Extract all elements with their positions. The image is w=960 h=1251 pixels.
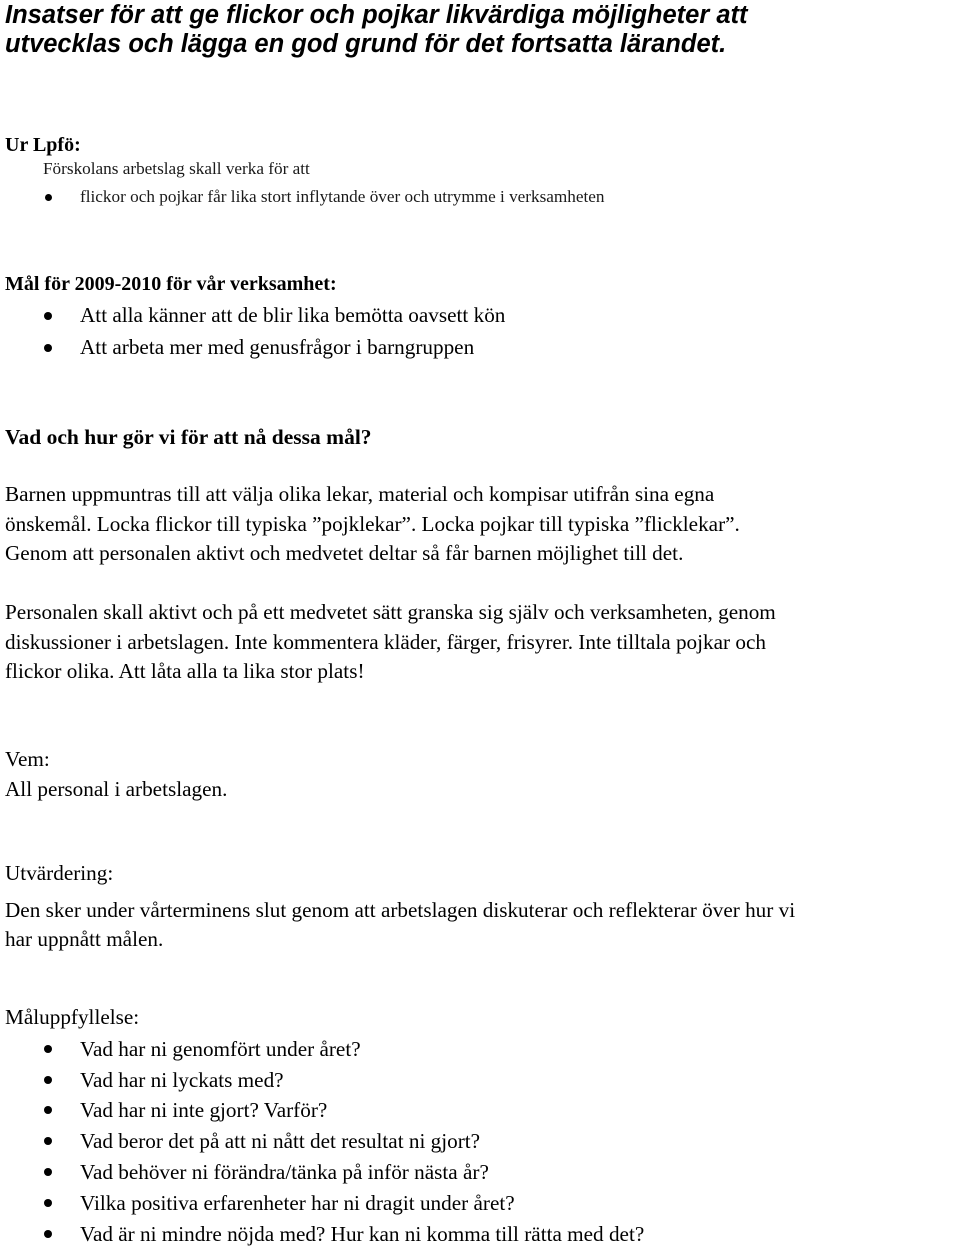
- bullet-icon: [44, 344, 52, 352]
- bullet-icon: [44, 1168, 52, 1176]
- how-para2-line-3: flickor olika. Att låta alla ta lika stor plats!: [5, 659, 365, 683]
- evaluation-line-1: Den sker under vårterminens slut genom att arbetslagen diskuterar och reflekterar över hur vi: [5, 898, 796, 922]
- how-para2-line-1: Personalen skall aktivt och på ett medvetet sätt granska sig själv och verksamheten, genom: [5, 600, 776, 624]
- evaluation-line-2: har uppnått målen.: [5, 927, 164, 951]
- bullet-icon: [44, 1045, 52, 1053]
- how-para1-line-1: Barnen uppmuntras till att välja olika lekar, material och kompisar utifrån sina egna: [5, 482, 715, 506]
- lpfo-bullet-item: flickor och pojkar får lika stort inflytande över och utrymme i verksamheten: [80, 187, 605, 206]
- fulfillment-item-4: Vad beror det på att ni nått det resultat ni gjort?: [80, 1129, 481, 1153]
- bullet-icon: [44, 312, 52, 320]
- how-heading: Vad och hur gör vi för att nå dessa mål?: [5, 425, 372, 449]
- bullet-icon: [45, 194, 52, 201]
- document-title-line-2: utvecklas och lägga en god grund för det fortsatta lärandet.: [5, 30, 727, 58]
- fulfillment-item-5: Vad behöver ni förändra/tänka på inför nästa år?: [80, 1160, 489, 1184]
- bullet-icon: [44, 1230, 52, 1238]
- bullet-icon: [44, 1199, 52, 1207]
- goals-item-2: Att arbeta mer med genusfrågor i barngruppen: [80, 335, 475, 359]
- fulfillment-heading: Måluppfyllelse:: [5, 1005, 140, 1029]
- how-para2-line-2: diskussioner i arbetslagen. Inte kommentera kläder, färger, frisyrer. Inte tilltala pojkar och: [5, 630, 766, 654]
- bullet-icon: [44, 1076, 52, 1084]
- fulfillment-item-3: Vad har ni inte gjort? Varför?: [80, 1098, 328, 1122]
- fulfillment-item-7: Vad är ni mindre nöjda med? Hur kan ni komma till rätta med det?: [80, 1222, 645, 1246]
- bullet-icon: [44, 1137, 52, 1145]
- fulfillment-item-6: Vilka positiva erfarenheter har ni dragit under året?: [80, 1191, 515, 1215]
- who-heading: Vem:: [5, 747, 50, 771]
- evaluation-heading: Utvärdering:: [5, 861, 114, 885]
- bullet-icon: [44, 1106, 52, 1114]
- lpfo-heading: Ur Lpfö:: [5, 134, 81, 156]
- lpfo-intro: Förskolans arbetslag skall verka för att: [43, 159, 310, 178]
- goals-heading: Mål för 2009-2010 för vår verksamhet:: [5, 273, 337, 295]
- document-title-line-1: Insatser för att ge flickor och pojkar likvärdiga möjligheter att: [5, 1, 748, 29]
- how-para1-line-2: önskemål. Locka flickor till typiska ”pojklekar”. Locka pojkar till typiska ”flicklekar”.: [5, 512, 740, 536]
- fulfillment-item-1: Vad har ni genomfört under året?: [80, 1037, 361, 1061]
- goals-item-1: Att alla känner att de blir lika bemötta oavsett kön: [80, 303, 506, 327]
- how-para1-line-3: Genom att personalen aktivt och medvetet deltar så får barnen möjlighet till det.: [5, 541, 684, 565]
- who-text: All personal i arbetslagen.: [5, 777, 228, 801]
- fulfillment-item-2: Vad har ni lyckats med?: [80, 1068, 284, 1092]
